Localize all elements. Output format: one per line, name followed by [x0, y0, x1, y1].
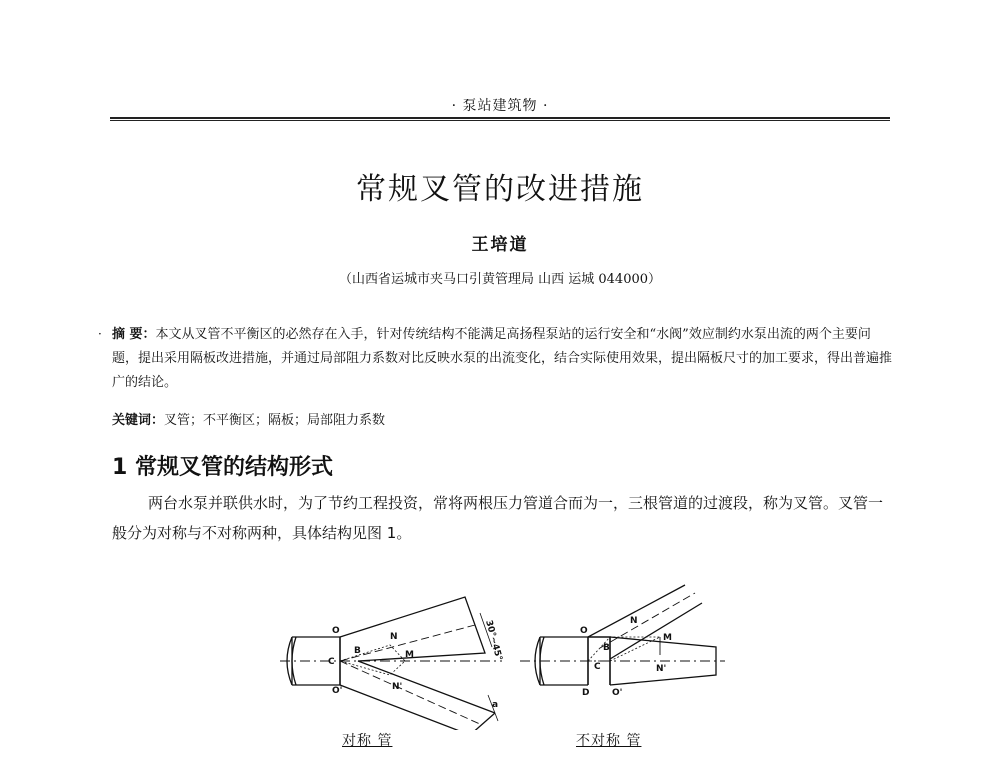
- section-heading: 1 常规叉管的结构形式: [112, 455, 333, 480]
- label-B: B: [603, 643, 610, 653]
- abstract-text: 本文从叉管不平衡区的必然存在入手，针对传统结构不能满足高扬程泵站的运行安全和“水阀”效应制约水泵出流的两个主要问题，提出采用隔板改进措施，并通过局部阻力系数对比反映水泵的出流变化，结合实际使用效果，提出隔板尺寸的加工要求，得出普遍推广的结论。: [112, 327, 893, 390]
- author-name: 王培道: [471, 235, 529, 255]
- asymmetric-fork-diagram: [520, 585, 725, 685]
- article-title: 常规叉管的改进措施: [356, 172, 644, 207]
- abstract: [112, 323, 892, 395]
- abstract-label: 摘 要：: [112, 327, 156, 342]
- label-a: a: [492, 700, 499, 710]
- keywords-label: 关键词：: [112, 413, 165, 428]
- label-angle: 30°~45°: [483, 619, 504, 662]
- figure-caption-asymmetric: 不对称 管: [576, 733, 642, 749]
- header-rule-thin: [110, 120, 890, 121]
- asymmetric-labels: [580, 616, 672, 698]
- label-D: D: [582, 688, 590, 698]
- keywords: [112, 409, 892, 428]
- label-O-prime: O': [332, 686, 343, 696]
- header-rule: [110, 117, 890, 119]
- author-affiliation: （山西省运城市夹马口引黄管理局 山西 运城 044000）: [338, 272, 662, 287]
- symmetric-fork-diagram: [280, 597, 502, 730]
- label-C: C: [594, 662, 601, 672]
- label-N-prime: N': [392, 682, 403, 692]
- label-M: M: [405, 650, 414, 660]
- label-O-prime: O': [612, 688, 623, 698]
- keywords-text: 叉管；不平衡区；隔板；局部阻力系数: [164, 413, 386, 428]
- label-B: B: [354, 646, 361, 656]
- label-O: O: [580, 626, 588, 636]
- running-head: · 泵站建筑物 ·: [451, 98, 549, 114]
- label-C: C: [328, 657, 335, 667]
- label-N-prime: N': [656, 664, 667, 674]
- label-N: N: [630, 616, 638, 626]
- figure-1-diagrams: [270, 575, 730, 730]
- label-M: M: [663, 633, 672, 643]
- margin-dot: ·: [98, 327, 102, 341]
- label-N: N: [390, 632, 398, 642]
- figure-caption-symmetric: 对称 管: [342, 733, 393, 749]
- label-O: O: [332, 626, 340, 636]
- section-paragraph: 两台水泵并联供水时，为了节约工程投资，常将两根压力管道合而为一，三根管道的过渡段，称为叉管。叉管一般分为对称与不对称两种，具体结构见图 1。: [112, 494, 884, 542]
